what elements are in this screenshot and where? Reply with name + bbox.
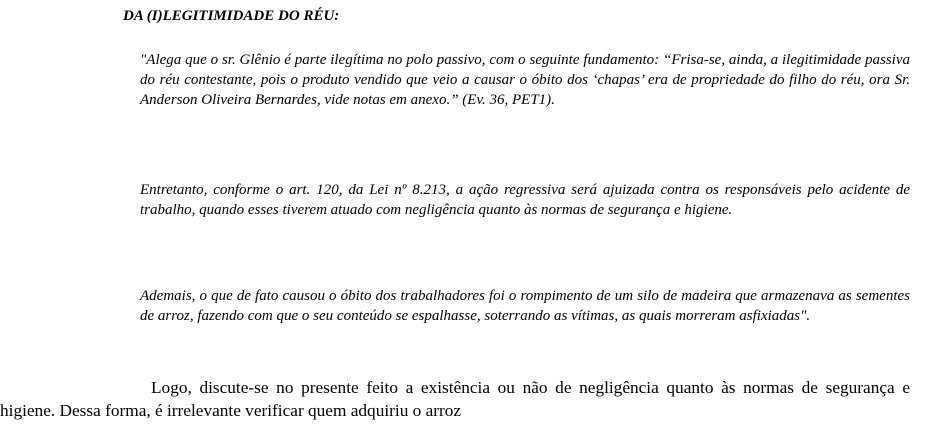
quote-paragraph-3: Ademais, o que de fato causou o óbito dos trabalhadores foi o rompimento de um silo de madeira que armazenava as sementes de arroz, fazendo com que o seu conteúdo se espalhasse, soterrando as vítimas, as quais morreram asfixiadas". [140, 288, 910, 324]
quote-paragraph-2: Entretanto, conforme o art. 120, da Lei nº 8.213, a ação regressiva será ajuizada contra os responsáveis pelo acidente de trabalho, quando esses tiverem atuado com negligência quanto às normas de segurança e higiene. [140, 182, 910, 218]
section-heading: DA (I)LEGITIMIDADE DO RÉU: [123, 8, 340, 24]
quote-paragraph-1: "Alega que o sr. Glênio é parte ilegítima no polo passivo, com o seguinte fundamento: “Frisa-se, ainda, a ilegitimidade passiva do réu contestante, pois o produto vendido que veio a causar o óbito dos ‘chapas’ era de propriedade do filho do réu, ora Sr. Anderson Oliveira Bernardes, vide notas em anexo.” (Ev. 36, PET1). [140, 52, 910, 108]
body-paragraph-text: Logo, discute-se no presente feito a existência ou não de negligência quanto às normas de segurança e higiene. Dessa forma, é irrelevante verificar quem adquiriu o arroz [0, 378, 910, 420]
body-paragraph [0, 376, 910, 422]
